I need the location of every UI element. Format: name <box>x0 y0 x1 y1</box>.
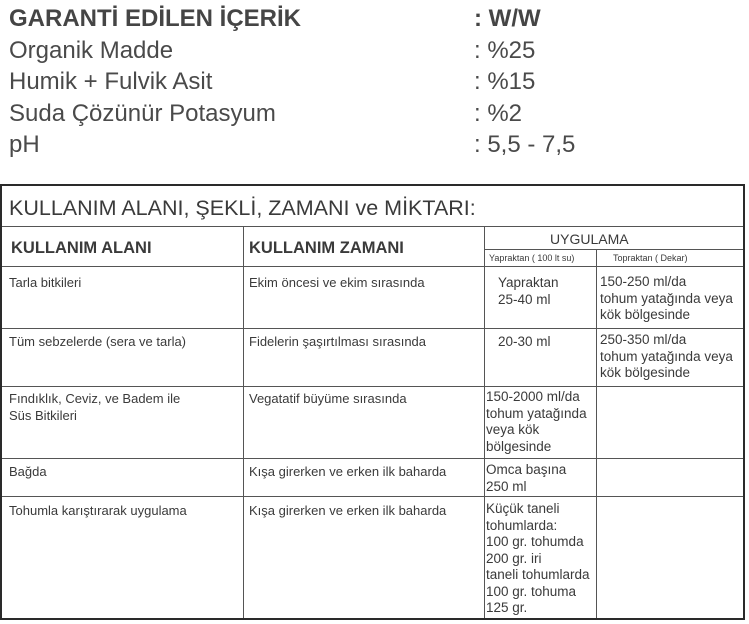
row-area: Tüm sebzelerde (sera ve tarla) <box>9 334 187 349</box>
row-soil: 150-250 ml/da tohum yatağında veya kök bölgesinde <box>600 274 733 322</box>
row-leaf: 20-30 ml <box>498 334 551 349</box>
content-value: : 5,5 - 7,5 <box>474 131 576 158</box>
guaranteed-content <box>8 3 748 161</box>
table-divider <box>484 249 743 250</box>
header-leaf: Yapraktan ( 100 lt su) <box>489 253 575 263</box>
row-leaf: Omca başına 250 ml <box>486 462 567 494</box>
content-value: : %15 <box>474 68 536 95</box>
content-value: : %25 <box>474 36 536 64</box>
content-row <box>8 35 748 67</box>
header-area: KULLANIM ALANI <box>11 239 152 257</box>
table-divider <box>2 458 743 459</box>
row-area: Tohumla karıştırarak uygulama <box>9 503 187 518</box>
table-divider <box>2 386 743 387</box>
content-row <box>8 98 748 130</box>
table-divider <box>2 496 743 497</box>
row-leaf: Yapraktan 25-40 ml <box>498 275 559 307</box>
table-divider <box>2 226 743 227</box>
table-divider <box>2 328 743 329</box>
header-application: UYGULAMA <box>550 231 629 247</box>
table-divider <box>2 266 743 267</box>
usage-table-title: KULLANIM ALANI, ŞEKLİ, ZAMANI ve MİKTARI: <box>9 196 476 220</box>
row-soil: 250-350 ml/da tohum yatağında veya kök bölgesinde <box>600 332 733 380</box>
row-area: Fındıklık, Ceviz, ve Badem ile Süs Bitkileri <box>9 391 181 423</box>
row-time: Kışa girerken ve erken ilk baharda <box>249 464 447 479</box>
content-name: Suda Çözünür Potasyum <box>9 99 276 127</box>
content-value: : %2 <box>474 99 523 127</box>
guaranteed-header-label: GARANTİ EDİLEN İÇERİK <box>9 5 302 32</box>
row-time: Vegatatif büyüme sırasında <box>249 391 407 406</box>
content-name: Organik Madde <box>9 36 174 64</box>
guaranteed-header-unit: : W/W <box>474 5 541 32</box>
row-leaf: 150-2000 ml/da tohum yatağında veya kök bölgesinde <box>486 389 587 454</box>
content-name: pH <box>9 131 40 158</box>
guaranteed-header-row <box>8 3 748 35</box>
row-leaf: Küçük taneli tohumlarda: 100 gr. tohumda 200 gr. iri taneli tohumlarda 100 gr. tohuma 125 gr. <box>486 501 590 615</box>
row-time: Fidelerin şaşırtılması sırasında <box>249 334 427 349</box>
content-row <box>8 66 748 98</box>
row-time: Ekim öncesi ve ekim sırasında <box>249 275 425 290</box>
row-time: Kışa girerken ve erken ilk baharda <box>249 503 447 518</box>
usage-table <box>0 184 745 620</box>
table-divider <box>484 226 485 618</box>
header-time: KULLANIM ZAMANI <box>249 239 404 257</box>
row-area: Bağda <box>9 464 47 479</box>
content-row <box>8 129 748 161</box>
content-name: Humik + Fulvik Asit <box>9 68 213 95</box>
table-divider <box>243 226 244 618</box>
header-soil: Topraktan ( Dekar) <box>613 253 688 263</box>
row-area: Tarla bitkileri <box>9 275 82 290</box>
